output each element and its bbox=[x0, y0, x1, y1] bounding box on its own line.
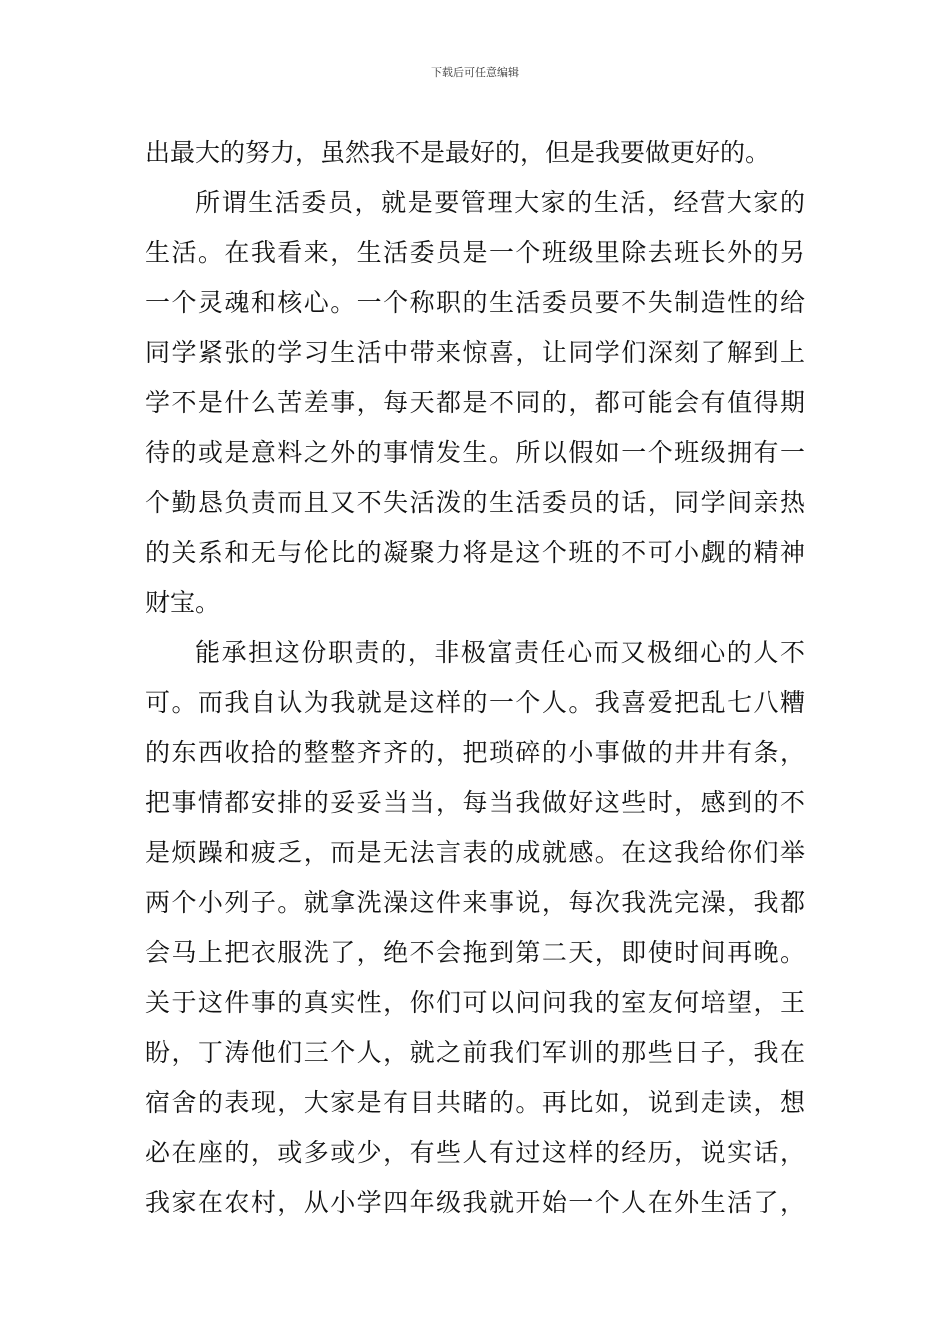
text-line: 所谓生活委员，就是要管理大家的生活，经营大家的 bbox=[195, 188, 805, 217]
text-line: 待的或是意料之外的事情发生。所以假如一个班级拥有一 bbox=[145, 438, 805, 467]
text-line: 出最大的努力，虽然我不是最好的，但是我要做更好的。 bbox=[145, 138, 771, 167]
text-line: 一个灵魂和核心。一个称职的生活委员要不失制造性的给 bbox=[145, 288, 805, 317]
text-line: 学不是什么苦差事，每天都是不同的，都可能会有值得期 bbox=[145, 388, 805, 417]
text-line: 可。而我自认为我就是这样的一个人。我喜爱把乱七八糟 bbox=[145, 688, 805, 717]
body-text bbox=[145, 128, 805, 1228]
text-line: 个勤恳负责而且又不失活泼的生活委员的话，同学间亲热 bbox=[145, 488, 805, 517]
text-line: 两个小列子。就拿洗澡这件来事说，每次我洗完澡，我都 bbox=[145, 888, 805, 917]
text-line: 必在座的，或多或少，有些人有过这样的经历，说实话， bbox=[145, 1138, 805, 1167]
text-line: 会马上把衣服洗了，绝不会拖到第二天，即使时间再晚。 bbox=[145, 938, 805, 967]
text-line: 能承担这份职责的，非极富责任心而又极细心的人不 bbox=[195, 638, 805, 667]
text-line: 的关系和无与伦比的凝聚力将是这个班的不可小觑的精神 bbox=[145, 538, 805, 567]
text-line: 盼，丁涛他们三个人，就之前我们军训的那些日子，我在 bbox=[145, 1038, 805, 1067]
page-header: 下载后可任意编辑 bbox=[431, 66, 519, 79]
text-line: 宿舍的表现，大家是有目共睹的。再比如，说到走读，想 bbox=[145, 1088, 805, 1117]
text-line: 关于这件事的真实性，你们可以问问我的室友何培望，王 bbox=[145, 988, 805, 1017]
text-line: 同学紧张的学习生活中带来惊喜，让同学们深刻了解到上 bbox=[145, 338, 805, 367]
text-line: 是烦躁和疲乏，而是无法言表的成就感。在这我给你们举 bbox=[145, 838, 805, 867]
text-line: 财宝。 bbox=[145, 588, 221, 617]
text-line: 我家在农村，从小学四年级我就开始一个人在外生活了， bbox=[145, 1188, 805, 1217]
text-line: 把事情都安排的妥妥当当，每当我做好这些时，感到的不 bbox=[145, 788, 805, 817]
text-line: 生活。在我看来，生活委员是一个班级里除去班长外的另 bbox=[145, 238, 805, 267]
text-line: 的东西收拾的整整齐齐的，把琐碎的小事做的井井有条， bbox=[145, 738, 805, 767]
